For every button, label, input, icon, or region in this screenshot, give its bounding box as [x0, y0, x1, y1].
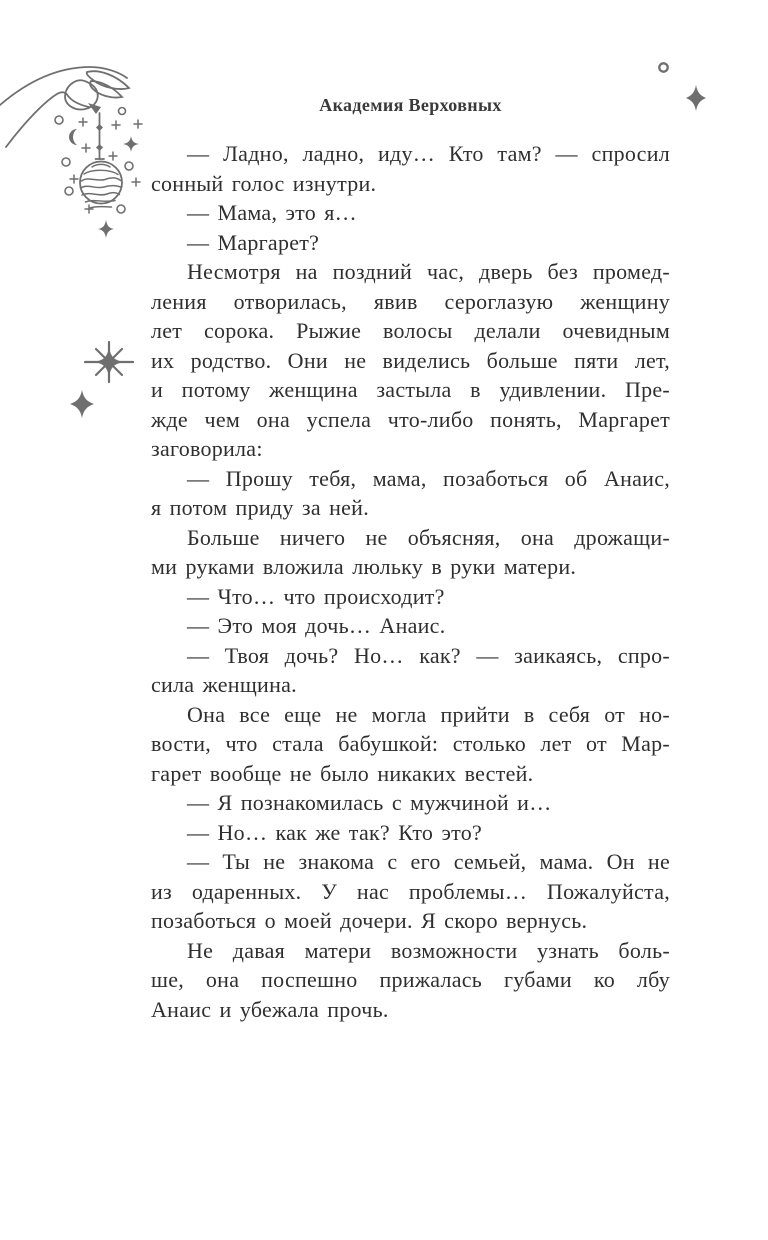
running-header: Академия Верховных [319, 95, 502, 115]
text-line: — Мама, это я… [187, 200, 357, 225]
paragraph [151, 464, 670, 523]
paragraph [151, 523, 670, 582]
paragraph [151, 257, 670, 464]
text-line: жде чем она успела что-либо понять, Маргарет [151, 406, 670, 432]
text-line: Больше ничего не объясняя, она дрожащи- [187, 524, 670, 550]
text-line: — Я познакомилась с мужчиной и… [187, 790, 552, 815]
text-line: — Что… что происходит? [187, 583, 445, 609]
paragraph [151, 611, 670, 641]
text-line: их родство. Они не виделись больше пяти лет, [151, 347, 670, 373]
text-line: позаботься о моей дочери. Я скоро вернусь. [151, 908, 588, 933]
text-line: сонный голос изнутри. [151, 170, 377, 196]
paragraph [151, 936, 670, 1025]
text-line: Анаис и убежала прочь. [151, 996, 389, 1022]
text-line: ми руками вложила люльку в руки матери. [151, 554, 577, 579]
text-line: я потом приду за ней. [151, 495, 369, 520]
paragraph [151, 641, 670, 700]
text-line: — Прошу тебя, мама, позаботься об Анаис, [187, 465, 670, 491]
ring-icon [657, 61, 670, 74]
paragraph [151, 847, 670, 936]
text-line: вости, что стала бабушкой: столько лет от Мар- [151, 731, 670, 756]
text-line: гарет вообще не было никаких вестей. [151, 760, 534, 786]
text-line: лет сорока. Рыжие волосы делали очевидным [151, 318, 670, 343]
text-line: — Маргарет? [187, 229, 320, 255]
text-line: Она все еще не могла прийти в себя от но- [187, 701, 670, 727]
text-line: сила женщина. [151, 672, 297, 697]
text-line: Не давая матери возможности узнать боль- [187, 937, 670, 963]
paragraph [151, 228, 670, 258]
paragraph [151, 700, 670, 789]
text-line: из одаренных. У нас проблемы… Пожалуйста, [151, 878, 670, 904]
four-point-star-icon [685, 84, 707, 112]
hand-holding-ornament-illustration [0, 55, 150, 265]
text-line: Несмотря на поздний час, дверь без промед- [187, 259, 670, 284]
paragraph [151, 198, 670, 228]
four-point-star-icon [69, 389, 95, 419]
text-line: — Но… как же так? Кто это? [187, 819, 483, 845]
paragraph [151, 582, 670, 612]
text-line: — Это моя дочь… Анаис. [187, 613, 446, 638]
paragraph [151, 818, 670, 848]
paragraph [151, 139, 670, 198]
text-line: заговорила: [151, 436, 263, 461]
starburst-icon [83, 336, 135, 388]
page-text [151, 139, 670, 1024]
text-line: и потому женщина застыла в удивлении. Пре- [151, 377, 670, 402]
text-line: ше, она поспешно прижалась губами ко лбу [151, 967, 670, 992]
text-line: — Ты не знакома с его семьей, мама. Он не [187, 849, 670, 874]
text-line: ления отворилась, явив сероглазую женщину [151, 288, 670, 314]
text-line: — Ладно, ладно, иду… Кто там? — спросил [187, 141, 670, 166]
text-line: — Твоя дочь? Но… как? — заикаясь, спро- [187, 642, 670, 668]
paragraph [151, 788, 670, 818]
